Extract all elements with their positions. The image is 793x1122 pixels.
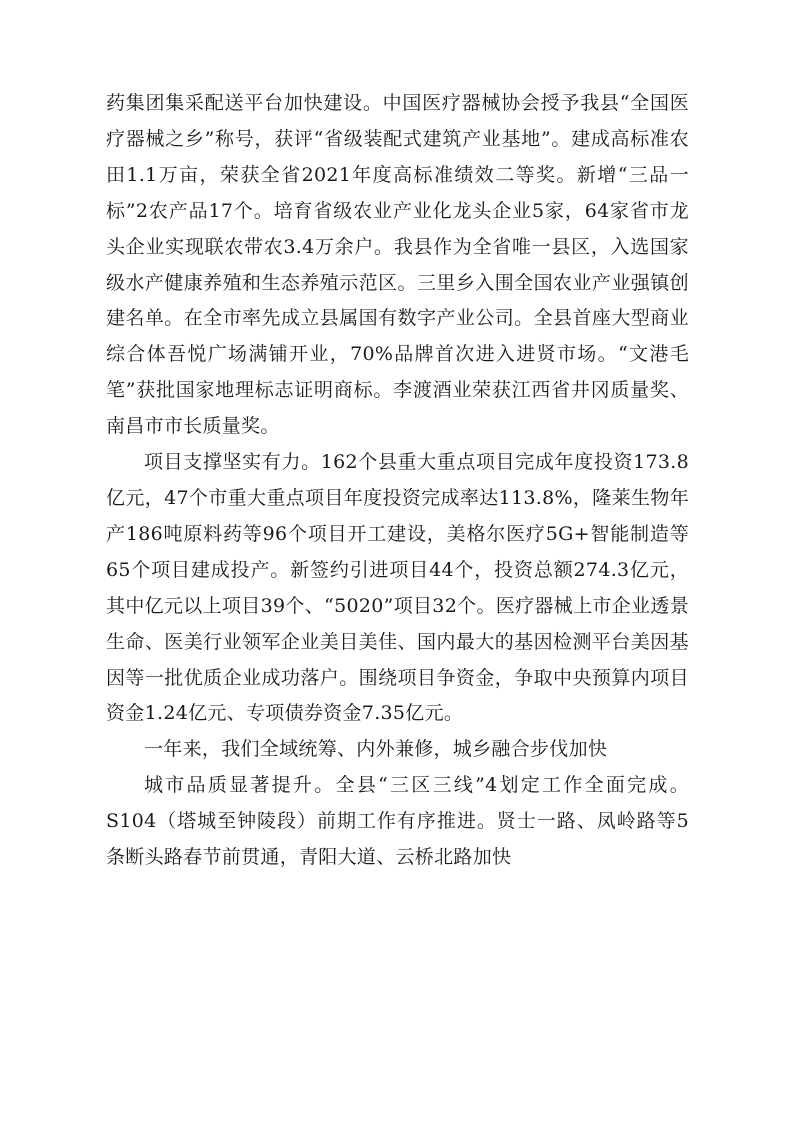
paragraph-project-support: 项目支撑坚实有力。162个县重大重点项目完成年度投资173.8亿元，47个市重大重点项目年度投资完成率达113.8%，隆莱生物年产186吨原料药等96个项目开工建设，美格尔医疗5G+智能制造等65个项目建成投产。新签约引进项目44个，投资总额274.3亿元，其中亿元以上项目39个、“5020”项目32个。医疗器械上市企业透景生命、医美行业领军企业美目美佳、国内最大的基因检测平台美因基因等一批优质企业成功落户。围绕项目争资金，争取中央预算内项目资金1.24亿元、专项债券资金7.35亿元。 bbox=[106, 451, 689, 725]
paragraph-urban-rural-intro: 一年来，我们全域统筹、内外兼修，城乡融合步伐加快 bbox=[144, 738, 608, 761]
paragraph-city-quality: 城市品质显著提升。全县“三区三线”4划定工作全面完成。S104（塔城至钟陵段）前期工作有序推进。贤士一路、凤岭路等5条断头路春节前贯通，青阳大道、云桥北路加快 bbox=[106, 774, 689, 869]
paragraph-agriculture-industry: 药集团集采配送平台加快建设。中国医疗器械协会授予我县“全国医疗器械之乡”称号，获评“省级装配式建筑产业基地”。建成高标准农田1.1万亩，荣获全省2021年度高标准绩效二等奖。新增“三品一标”2农产品17个。培育省级农业产业化龙头企业5家，64家省市龙头企业实现联农带农3.4万余户。我县作为全省唯一县区，入选国家级水产健康养殖和生态养殖示范区。三里乡入围全国农业产业强镇创建名单。在全市率先成立县属国有数字产业公司。全县首座大型商业综合体吾悦广场满铺开业，70%品牌首次进入进贤市场。“文港毛笔”获批国家地理标志证明商标。李渡酒业荣获江西省井冈质量奖、南昌市市长质量奖。 bbox=[106, 92, 689, 438]
body-text bbox=[106, 86, 689, 876]
